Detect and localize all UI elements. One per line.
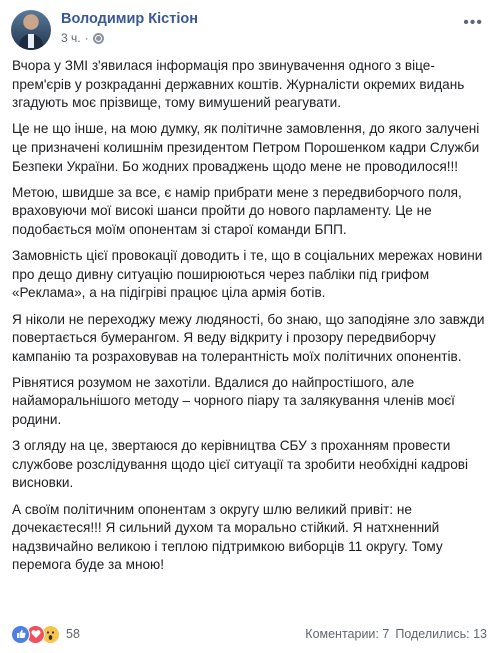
post-paragraph: Вчора у ЗМІ з'явилася інформація про звинувачення одного з віце-прем'єрів у розкраданні державних коштів. Журналісти окремих видань згадують моє прізвище, тому вимушений реагувати.: [12, 58, 465, 111]
like-icon: [11, 625, 30, 644]
shares-link[interactable]: Поделились: 13: [395, 627, 487, 641]
post-paragraph: Я ніколи не переходжу межу людяності, бо знаю, що заподіяне зло завжди повертається бумерангом. Я веду відкриту і прозору передвиборчу кампанію та розраховував на толерантність моїх політичних опонентів.: [12, 311, 485, 364]
post-footer: [11, 624, 487, 644]
post-paragraph: А своїм політичним опонентам з округу шлю великий привіт: не дочекаєтеся!!! Я сильний духом та морально стійкий. Я натхненний надзвичайно великою і теплою підтримкою виборців 11 округу. Тому перемога буде за мною!: [12, 501, 443, 573]
post-time[interactable]: 3 ч.: [61, 31, 81, 45]
post-paragraph: Метою, швидше за все, є намір прибрати мене з передвиборчого поля, враховуючи мої високі шанси пройти до нового парламенту. Це не подобається моїм опонентам зі старої команди БПП.: [12, 184, 462, 237]
reaction-count[interactable]: 58: [66, 627, 80, 641]
post-paragraph: Рівнятися розумом не захотіли. Вдалися до найпростішого, але найаморальнішого методу – чорного піару та залякування членів моєї родини.: [12, 374, 455, 428]
author-name[interactable]: Володимир Кістіон: [61, 11, 198, 27]
post-body: [12, 57, 490, 583]
avatar[interactable]: [11, 10, 51, 50]
globe-icon[interactable]: [93, 33, 104, 44]
meta-separator: ·: [84, 31, 89, 45]
post-paragraph: Замовність цієї провокації доводить і те, що в соціальних мережах новини про дещо дивну ситуацію поширюються через пабліки під грифом «Реклама», а на підігріві працює ціла армія ботів.: [12, 248, 483, 301]
post-meta: [61, 31, 104, 45]
comments-link[interactable]: Коментарии: 7: [305, 627, 390, 641]
post-header: [11, 10, 487, 50]
post-paragraph: Це не що інше, на мою думку, як політичне замовлення, до якого залучені це призначені колишнім президентом Петром Порошенком кадри Служби Безпеки України. Бо жодних проваджень щодо мене не проводилося!!!: [12, 121, 480, 174]
reactions[interactable]: [11, 625, 80, 644]
avatar-shirt: [28, 34, 34, 48]
post-paragraph: З огляду на це, звертаюся до керівництва СБУ з проханням провести службове розслідування щодо цієї ситуації та зробити необхідні кадрові висновки.: [12, 438, 469, 491]
engagement-links: [305, 627, 487, 641]
more-icon[interactable]: •••: [463, 14, 483, 31]
